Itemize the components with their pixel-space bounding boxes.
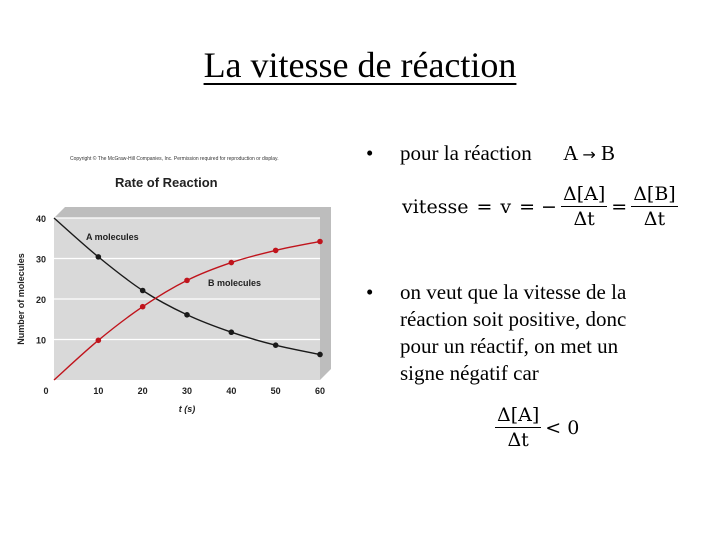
formula-less-than-zero: < 0 [545, 416, 580, 439]
chart-y-tick-label: 10 [35, 335, 46, 346]
chart-x-tick-label: 20 [137, 386, 148, 396]
fraction-a-num: Δ[A] [562, 183, 606, 205]
chart-point-0 [184, 312, 190, 318]
chart-x-tick-label: 30 [181, 386, 193, 396]
formula-eq3: = [611, 195, 628, 218]
chart-point-0 [229, 329, 235, 335]
bullet2-line-1: on veut que la vitesse de la [400, 280, 627, 304]
fraction-b-num: Δ[B] [633, 183, 676, 205]
chart-point-1 [140, 304, 146, 310]
formula-lhs: vitesse [402, 195, 469, 218]
chart-x-tick-label: 10 [93, 386, 104, 396]
chart-point-1 [273, 248, 279, 254]
fraction-c-den: Δt [507, 429, 529, 451]
reaction-arrow: → [582, 145, 596, 164]
fraction-b-den: Δt [643, 208, 666, 230]
chart-title: Rate of Reaction [115, 175, 218, 190]
negative-rate-formula [495, 404, 583, 451]
chart-point-0 [96, 254, 102, 260]
chart-y-tick-label: 30 [35, 254, 46, 265]
slide-title: La vitesse de réaction [203, 45, 517, 85]
bullet2-line-2: réaction soit positive, donc [400, 307, 627, 331]
chart-x-tick-label: 40 [226, 386, 237, 396]
fraction-c [495, 404, 541, 451]
chart-point-0 [317, 352, 323, 358]
bullet-dot-icon: • [366, 280, 374, 304]
formula-v: v [500, 195, 512, 218]
bullet2-line-3: pour un réactif, on met un [400, 334, 619, 358]
bullet1-text: pour la réaction [400, 141, 532, 165]
chart-point-0 [140, 288, 146, 294]
formula-eq1: = [476, 195, 493, 218]
chart-point-1 [96, 338, 102, 344]
rate-of-reaction-chart [10, 148, 340, 418]
reaction-a: A [563, 141, 578, 165]
chart-y-axis-label: Number of molecules [16, 253, 26, 345]
reaction-b: B [601, 141, 616, 165]
chart-x-tick-label: 60 [314, 386, 326, 396]
rate-formula [398, 183, 678, 230]
chart-point-1 [184, 278, 190, 284]
bullet2-line-4: signe négatif car [400, 361, 539, 385]
bullet-dot-icon: • [366, 141, 374, 165]
fraction-a-den: Δt [573, 208, 595, 230]
series-label-b: B molecules [208, 278, 262, 288]
formula-eq2: = − [519, 195, 557, 218]
chart-point-1 [317, 239, 323, 245]
fraction-c-num: Δ[A] [497, 404, 540, 426]
chart-point-0 [273, 342, 279, 348]
chart-x-axis-label: t (s) [178, 404, 196, 414]
fraction-b [631, 183, 678, 230]
chart-y-tick-label: 20 [35, 295, 46, 305]
series-label-a: A molecules [86, 232, 139, 242]
chart-x-tick-label: 0 [43, 386, 49, 396]
chart-y-tick-label: 40 [35, 214, 46, 224]
chart-x-tick-label: 50 [270, 386, 281, 396]
fraction-a [561, 183, 607, 230]
chart-point-1 [229, 260, 235, 266]
chart-copyright: Copyright © The McGraw-Hill Companies, Inc. Permission required for reproduction or display. [70, 156, 279, 162]
